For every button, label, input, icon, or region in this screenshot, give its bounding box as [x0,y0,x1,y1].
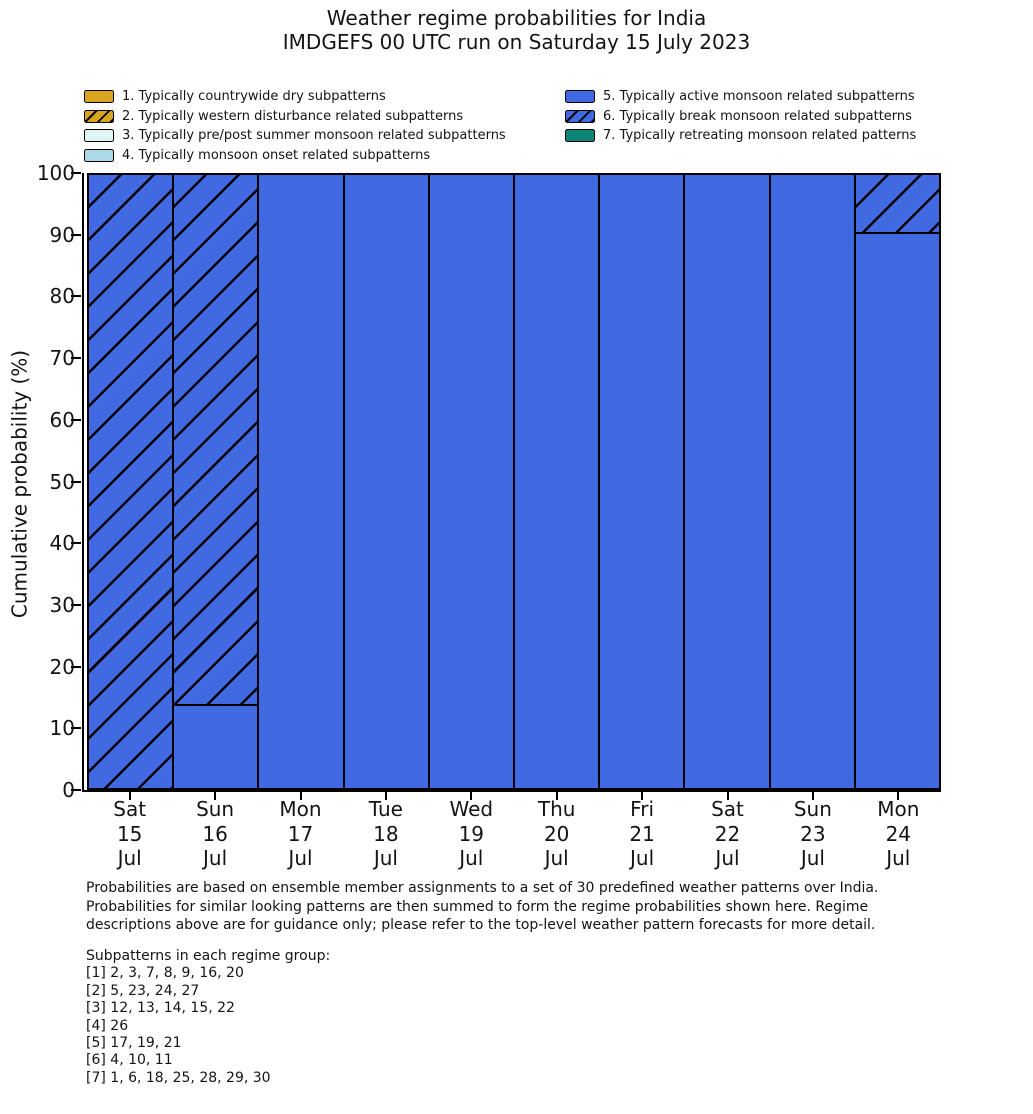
legend-item-label: 6. Typically break monsoon related subpatterns [603,108,912,124]
bar-sun-23 [769,173,856,790]
x-tick-date: 20 [543,821,570,846]
legend-item-regime-2 [84,107,506,127]
legend-swatch-icon [84,149,114,162]
x-tick-day: Thu [537,797,576,821]
x-tick-day: Sat [113,797,147,821]
x-tick-day: Mon [279,797,322,821]
subpattern-line: [6] 4, 10, 11 [86,1052,173,1069]
footnote-line: Probabilities are based on ensemble member assignments to a set of 30 predefined weather patterns over India. [86,880,879,896]
legend-swatch-icon [84,110,114,123]
x-tick-day: Sat [711,797,744,821]
x-tick-day: Tue [368,797,403,821]
x-tick-month: Jul [117,846,142,870]
x-tick-date: 19 [458,821,485,846]
x-tick-day: Fri [630,797,654,821]
x-tick-date: 18 [373,821,399,846]
x-tick-date: 22 [714,821,741,846]
x-tick-month: Jul [373,846,398,870]
x-tick-month: Jul [544,846,569,870]
y-tick-label: 100 [36,161,75,185]
bar-fri-21 [598,173,685,790]
subpattern-line: [1] 2, 3, 7, 8, 9, 16, 20 [86,965,244,982]
x-tick-month: Jul [800,846,825,870]
x-tick-day: Mon [877,797,920,821]
subpatterns-heading: Subpatterns in each regime group: [86,948,331,964]
x-tick-day: Wed [449,797,494,821]
subpattern-line: [3] 12, 13, 14, 15, 22 [86,1000,235,1017]
bar-segment-regime-5 [172,704,259,790]
y-tick-label: 60 [49,407,75,432]
subpattern-lines [86,965,330,1087]
legend-swatch-icon [565,129,595,142]
bar-segment-regime-5 [769,173,856,790]
x-tick-date: 24 [885,821,912,846]
legend-swatch-icon [565,110,595,123]
bar-segment-regime-6 [87,173,174,790]
bar-segment-regime-6 [854,173,941,234]
legend-column-right [565,87,916,146]
legend-column-left [84,87,506,165]
subpattern-line: [7] 1, 6, 18, 25, 28, 29, 30 [86,1069,271,1086]
bar-thu-20 [513,173,600,790]
y-tick-label: 50 [49,469,75,494]
y-tick-label: 90 [49,222,75,247]
footnote [86,879,878,935]
bar-sat-15 [87,173,174,790]
legend-item-regime-1 [84,87,506,107]
y-tick-label: 30 [49,592,75,617]
x-tick-day: Sun [196,797,235,821]
legend-item-regime-5 [565,87,916,107]
x-tick-date: 16 [202,821,228,846]
subpattern-line: [2] 5, 23, 24, 27 [86,982,200,999]
footnote-line: Probabilities for similar looking patterns are then summed to form the regime probabilities shown here. Regime [86,898,869,915]
x-tick-date: 23 [800,821,826,846]
legend-item-label: 5. Typically active monsoon related subpatterns [603,89,915,105]
subpatterns-list [86,948,330,1087]
legend-item-regime-7 [565,126,916,146]
bar-tue-18 [343,173,430,790]
y-tick-label: 0 [62,778,75,802]
y-tick-label: 10 [49,716,75,741]
x-tick-date: 21 [629,821,655,846]
x-tick-month: Jul [630,846,655,870]
legend-item-regime-4 [84,146,506,166]
x-tick-date: 17 [287,821,314,846]
x-tick-label [843,797,953,871]
legend-item-label: 2. Typically western disturbance related subpatterns [122,108,464,124]
bars [87,173,941,790]
x-tick-month: Jul [886,846,911,870]
footnote-line: descriptions above are for guidance only; please refer to the top-level weather pattern forecasts for more detail. [86,917,876,934]
x-tick-day: Sun [793,797,832,821]
chart-title [0,7,1033,54]
bar-segment-regime-5 [257,173,344,790]
legend-item-label: 3. Typically pre/post summer monsoon related subpatterns [122,128,506,144]
subpattern-line: [5] 17, 19, 21 [86,1035,182,1052]
subpattern-line: [4] 26 [86,1017,129,1034]
bar-sat-22 [683,173,770,790]
bar-segment-regime-5 [343,173,430,790]
chart-title-line2: IMDGEFS 00 UTC run on Saturday 15 July 2023 [282,29,751,54]
y-tick-label: 20 [49,654,75,679]
legend-swatch-icon [565,90,595,103]
x-tick-month: Jul [715,846,740,870]
y-axis-label: Cumulative probability (%) [7,349,32,619]
plot-area [82,173,941,792]
bar-sun-16 [172,173,259,790]
x-tick-month: Jul [459,846,484,870]
legend-swatch-icon [84,129,114,142]
bar-mon-17 [257,173,344,790]
bar-segment-regime-5 [854,232,941,790]
bar-wed-19 [428,173,515,790]
chart-title-line1: Weather regime probabilities for India [326,6,707,30]
bar-segment-regime-6 [172,173,259,706]
legend-item-label: 1. Typically countrywide dry subpatterns [122,89,386,105]
x-tick-month: Jul [203,846,228,870]
y-tick-label: 40 [49,531,75,556]
y-tick-label: 70 [49,346,75,371]
x-tick-date: 15 [116,821,143,846]
bar-segment-regime-5 [428,173,515,790]
x-tick-month: Jul [288,846,313,870]
bar-segment-regime-5 [513,173,600,790]
legend-item-label: 4. Typically monsoon onset related subpatterns [122,147,431,163]
bar-segment-regime-5 [598,173,685,790]
legend-item-label: 7. Typically retreating monsoon related patterns [603,128,917,144]
legend-item-regime-3 [84,126,506,146]
bar-segment-regime-5 [683,173,770,790]
legend-swatch-icon [84,90,114,103]
legend-item-regime-6 [565,107,916,127]
y-tick-label: 80 [49,284,75,309]
bar-mon-24 [854,173,941,790]
